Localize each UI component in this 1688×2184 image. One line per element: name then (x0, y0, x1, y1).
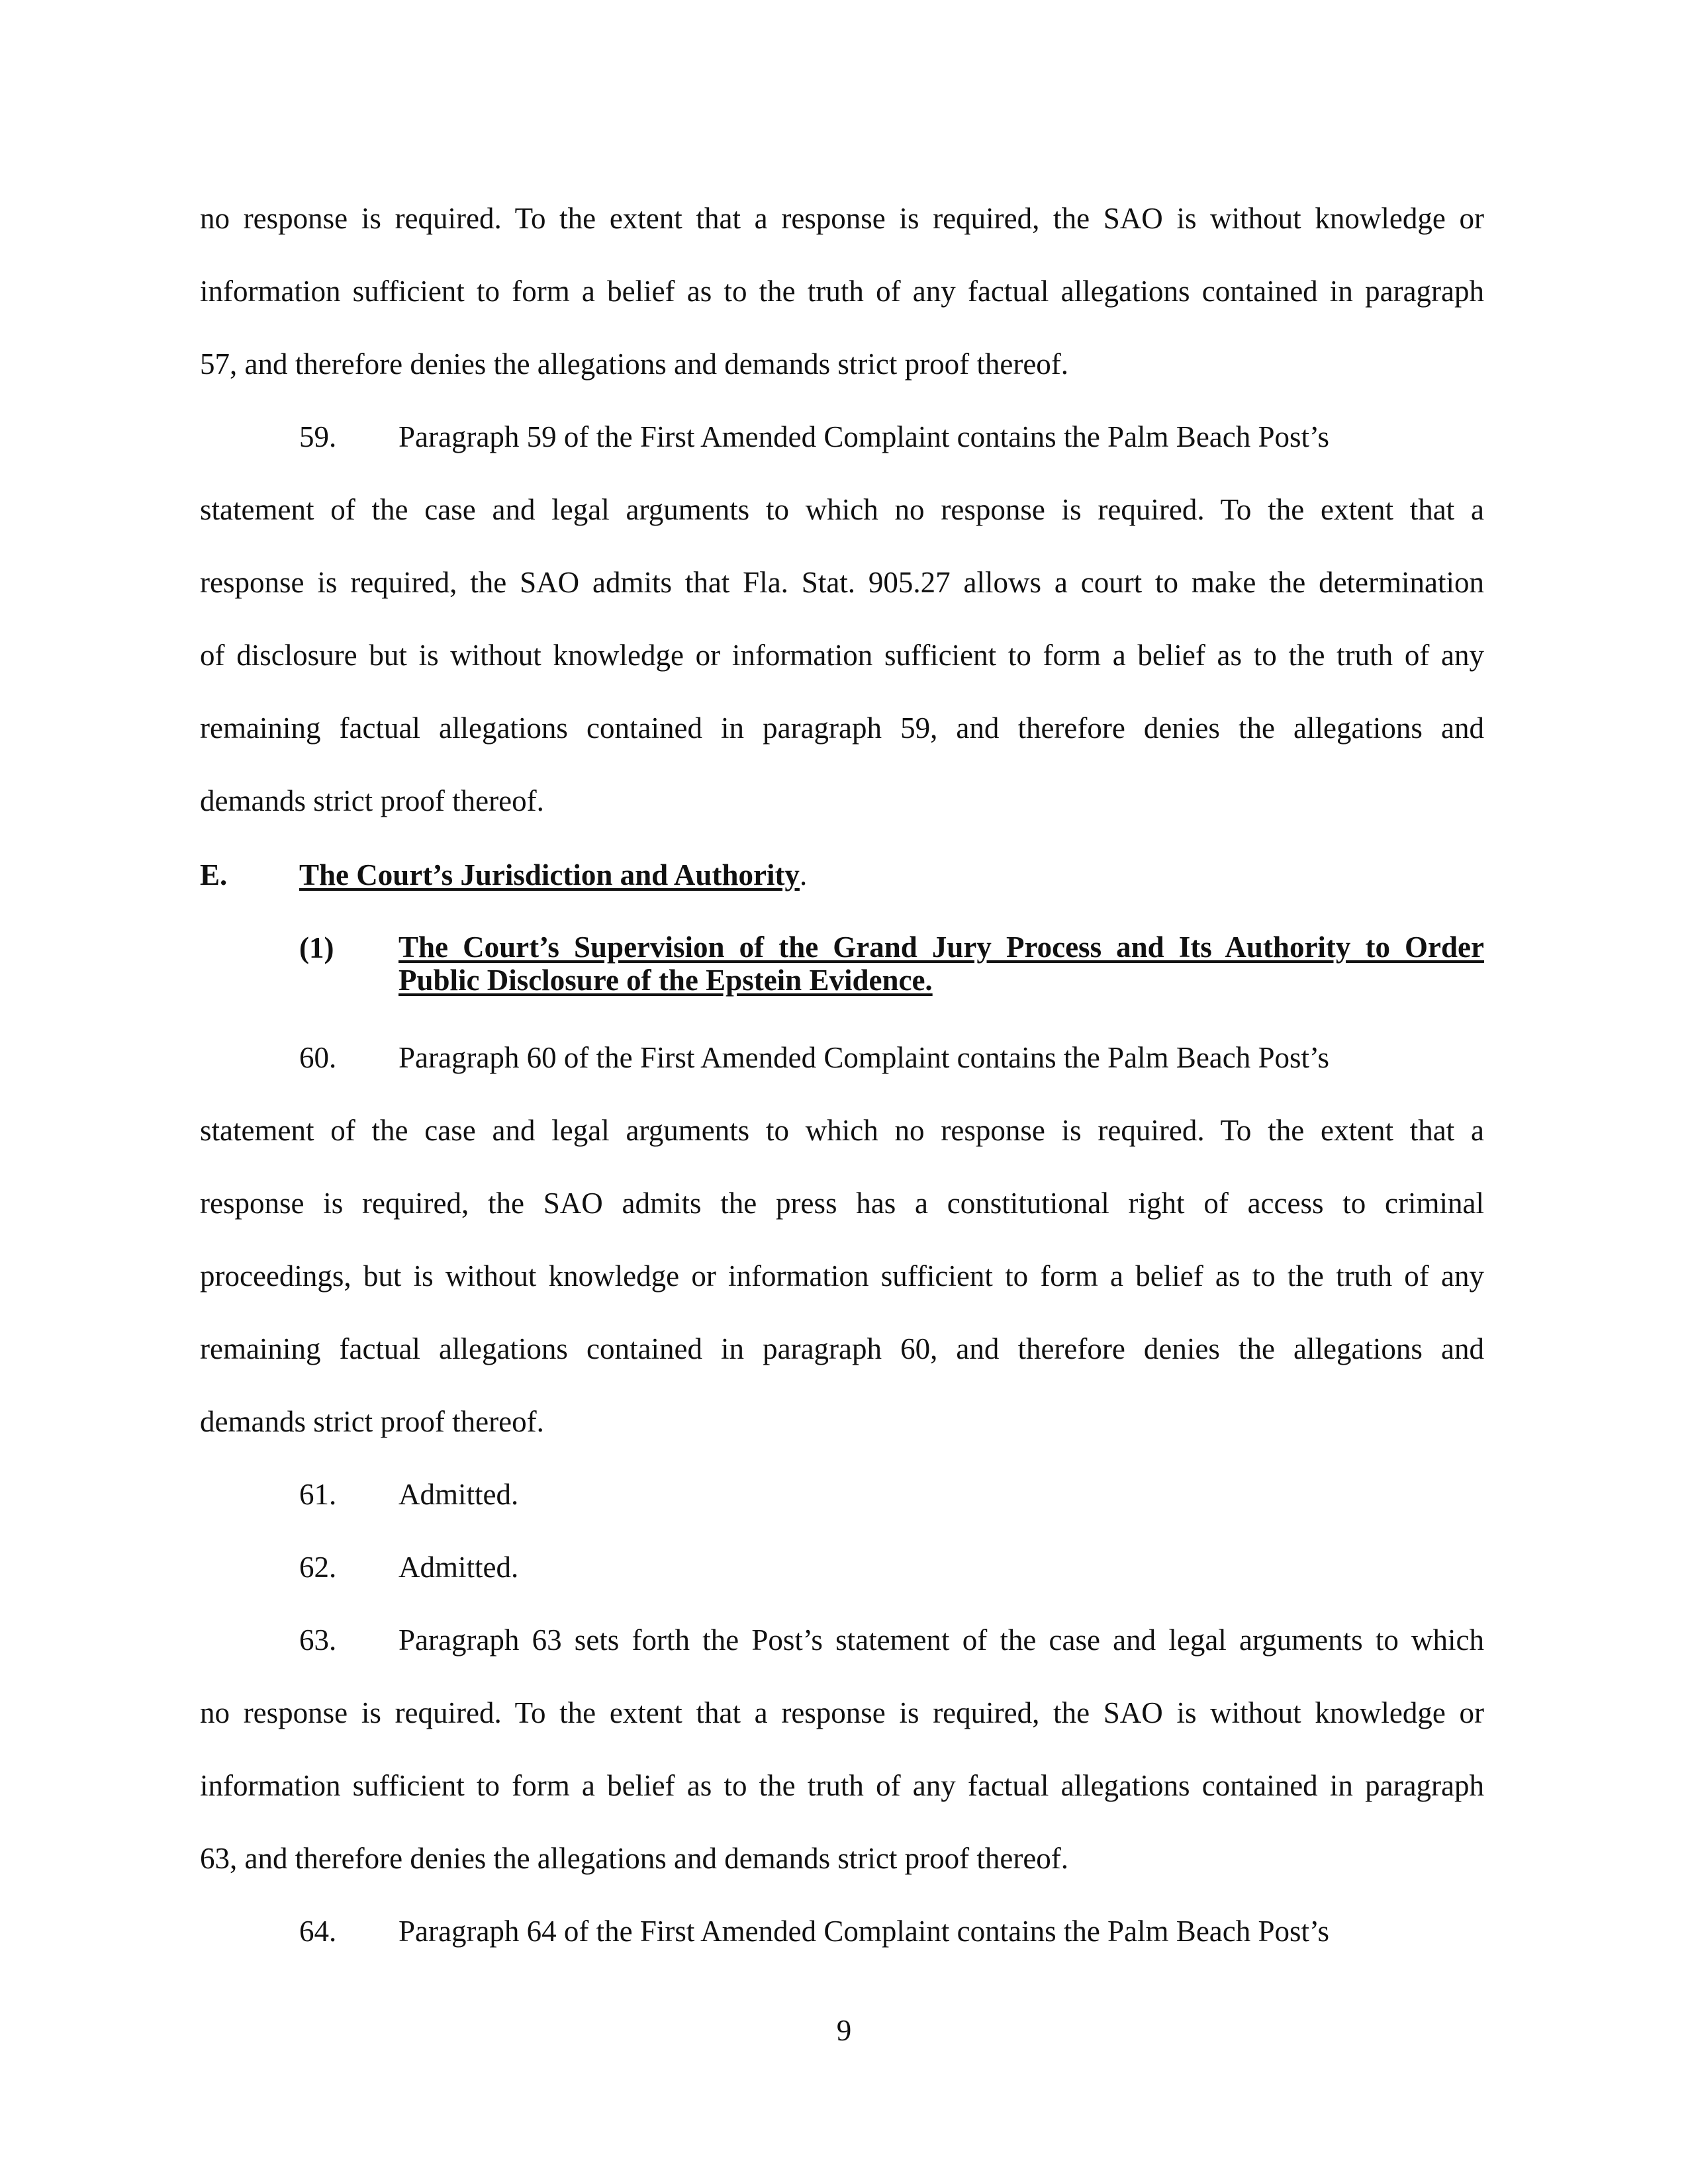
section-e-trailing-period: . (799, 858, 808, 891)
p64-number: 64. (299, 1915, 337, 1948)
p62-text: Admitted. (399, 1551, 519, 1584)
p63-line-2: information sufficient to form a belief as to the truth of any factual allegations contained in paragraph (200, 1769, 1484, 1802)
p57-line-3: 57, and therefore denies the allegations and demands strict proof thereof. (200, 347, 1069, 381)
subsection-1-title-line-1: The Court’s Supervision of the Grand Jury Process and Its Authority to Order (399, 931, 1484, 964)
p59-first-line: Paragraph 59 of the First Amended Complaint contains the Palm Beach Post’s (399, 420, 1330, 453)
p57-line-1: no response is required. To the extent that a response is required, the SAO is without knowledge or (200, 202, 1484, 235)
p59-line-2: response is required, the SAO admits that Fla. Stat. 905.27 allows a court to make the determination (200, 566, 1484, 599)
p59-line-1: statement of the case and legal arguments to which no response is required. To the extent that a (200, 493, 1484, 526)
page-number: 9 (836, 2014, 852, 2047)
p59-number: 59. (299, 420, 337, 453)
section-e-title: The Court’s Jurisdiction and Authority (299, 858, 800, 891)
p57-line-2: information sufficient to form a belief as to the truth of any factual allegations contained in paragraph (200, 275, 1484, 308)
p60-line-1: statement of the case and legal arguments to which no response is required. To the extent that a (200, 1114, 1484, 1147)
p60-line-4: remaining factual allegations contained in paragraph 60, and therefore denies the allegations and (200, 1332, 1484, 1365)
p60-line-2: response is required, the SAO admits the press has a constitutional right of access to criminal (200, 1187, 1484, 1220)
p59-line-3: of disclosure but is without knowledge or information sufficient to form a belief as to the truth of any (200, 639, 1484, 672)
p61-text: Admitted. (399, 1478, 519, 1511)
p63-line-1: no response is required. To the extent that a response is required, the SAO is without knowledge or (200, 1696, 1484, 1729)
p59-line-4: remaining factual allegations contained in paragraph 59, and therefore denies the allegations and (200, 711, 1484, 745)
p60-number: 60. (299, 1041, 337, 1074)
p60-line-3: proceedings, but is without knowledge or information sufficient to form a belief as to the truth of any (200, 1259, 1484, 1293)
p60-line-5: demands strict proof thereof. (200, 1405, 544, 1438)
subsection-1-number: (1) (299, 931, 334, 964)
p64-first-line: Paragraph 64 of the First Amended Complaint contains the Palm Beach Post’s (399, 1915, 1330, 1948)
subsection-1-heading (399, 931, 1484, 997)
p63-number: 63. (299, 1623, 337, 1657)
subsection-1-title-line-2: Public Disclosure of the Epstein Evidence. (399, 964, 933, 997)
p63-line-3: 63, and therefore denies the allegations and demands strict proof thereof. (200, 1842, 1069, 1875)
section-e-heading (299, 856, 807, 893)
p62-number: 62. (299, 1551, 337, 1584)
p61-number: 61. (299, 1478, 337, 1511)
p59-line-5: demands strict proof thereof. (200, 784, 544, 817)
p60-first-line: Paragraph 60 of the First Amended Complaint contains the Palm Beach Post’s (399, 1041, 1330, 1074)
section-e-letter: E. (200, 858, 228, 891)
p63-first-line: Paragraph 63 sets forth the Post’s statement of the case and legal arguments to which (399, 1623, 1484, 1657)
